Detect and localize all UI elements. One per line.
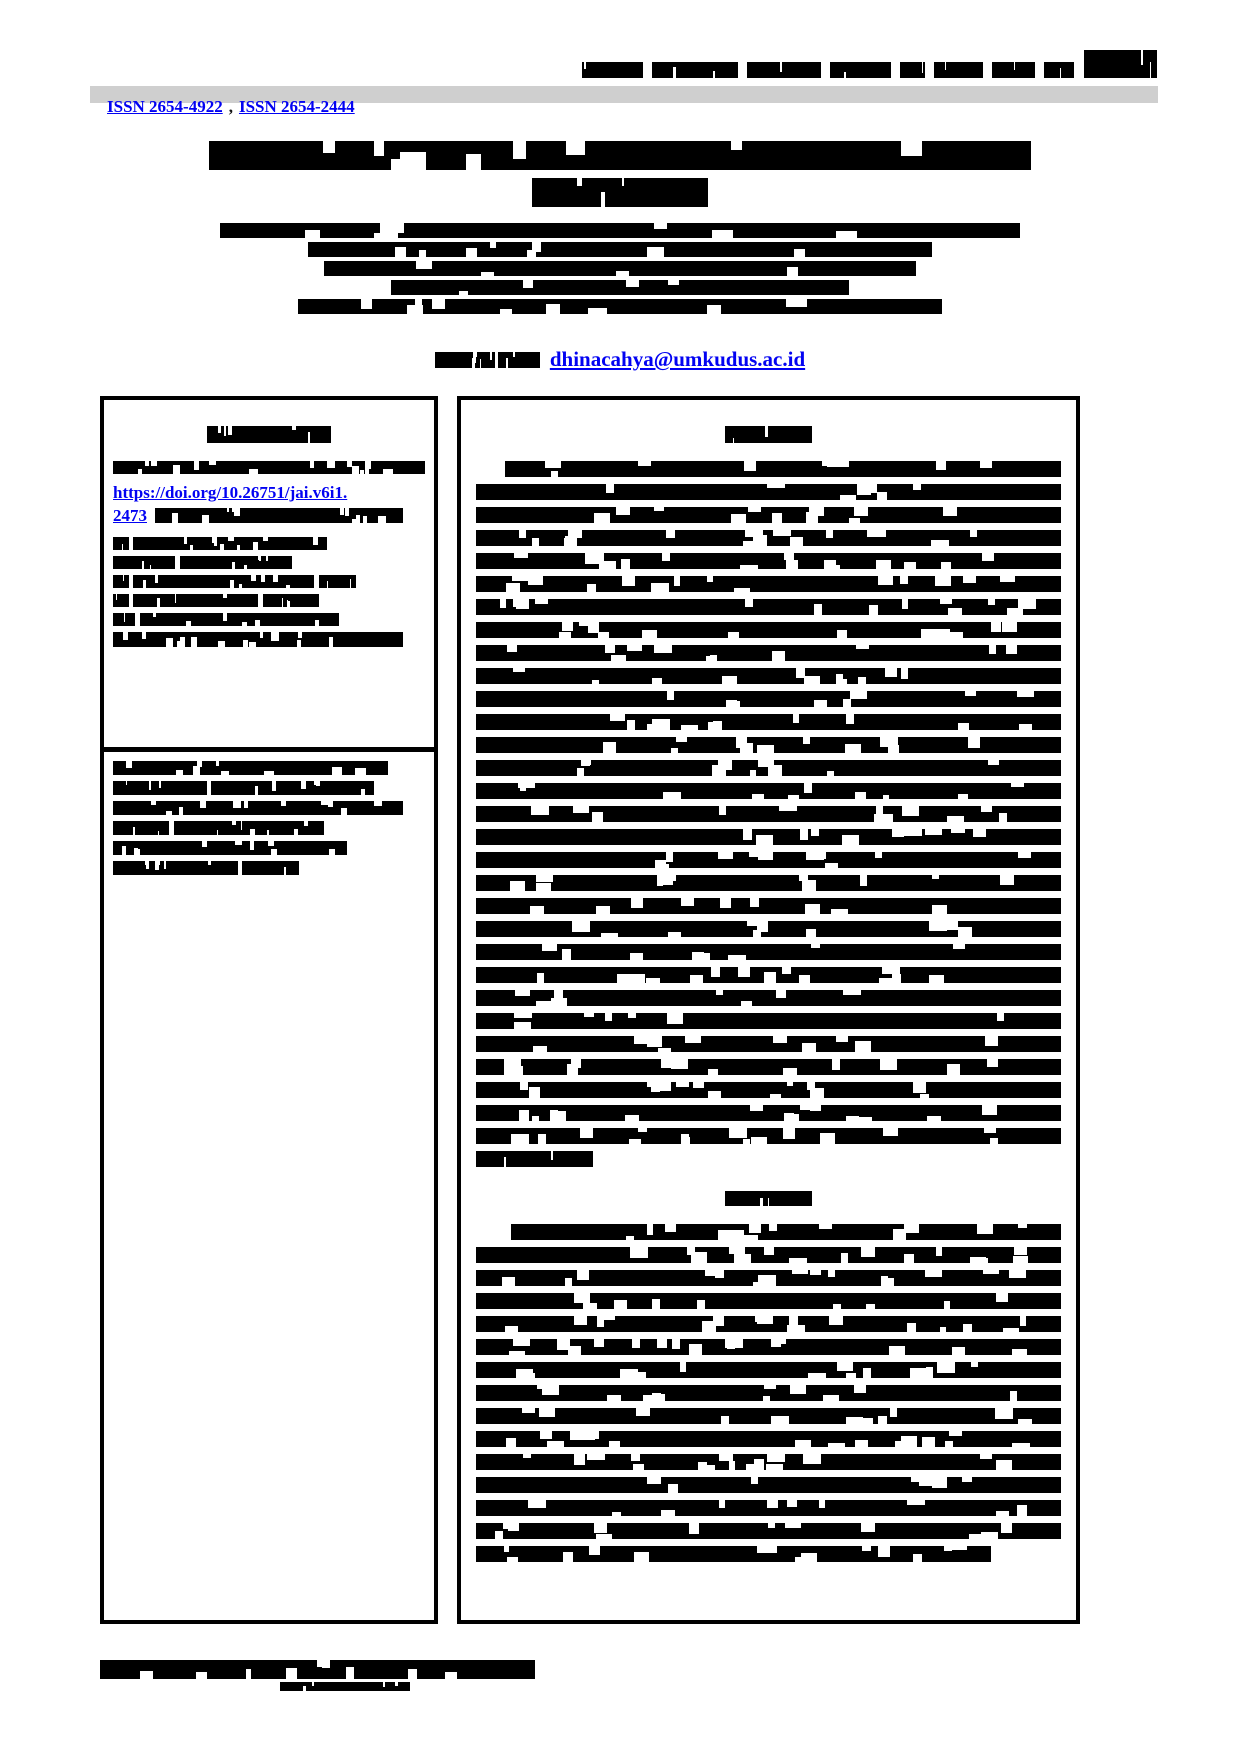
issn-separator: , xyxy=(228,97,233,116)
redacted-text xyxy=(476,829,1061,845)
redacted-text xyxy=(140,613,340,626)
redacted-text xyxy=(1084,50,1157,78)
redacted-text-line xyxy=(100,178,1140,207)
redacted-text-line xyxy=(100,261,1140,276)
redacted-text-line xyxy=(476,1247,1061,1263)
redacted-text xyxy=(113,821,169,835)
redacted-text-line xyxy=(113,781,425,795)
redacted-text xyxy=(113,575,129,588)
redacted-text-line xyxy=(100,280,1140,295)
redacted-text-line xyxy=(113,537,425,550)
redacted-text xyxy=(209,141,1031,170)
email-link[interactable]: dhinacahya@umkudus.ac.id xyxy=(549,347,806,371)
redacted-text-line xyxy=(476,576,1061,592)
redacted-text xyxy=(435,352,540,368)
redacted-text xyxy=(582,62,643,78)
redacted-text xyxy=(476,967,1061,983)
redacted-text-line xyxy=(476,1151,1061,1167)
redacted-text xyxy=(308,242,932,257)
redacted-text-line xyxy=(476,1431,1061,1447)
redacted-text xyxy=(242,861,298,875)
redacted-text xyxy=(476,760,1061,776)
redacted-text-line xyxy=(476,760,1061,776)
redacted-text-line xyxy=(476,1105,1061,1121)
redacted-text-line xyxy=(113,613,425,626)
doi-link-line2[interactable]: 2473 xyxy=(113,506,147,525)
article-info-column xyxy=(100,396,438,1624)
redacted-text-line xyxy=(100,223,1140,238)
redacted-text xyxy=(476,921,1061,937)
redacted-text xyxy=(476,1477,1061,1493)
redacted-text-line xyxy=(100,141,1140,170)
article-info-heading xyxy=(113,426,425,443)
redacted-text xyxy=(476,1339,1061,1355)
redacted-text xyxy=(476,1431,1061,1447)
redacted-text xyxy=(476,1013,1061,1029)
redacted-text xyxy=(476,530,1061,546)
redacted-text xyxy=(476,1408,1061,1424)
redacted-text-line xyxy=(113,461,425,474)
redacted-text xyxy=(476,1316,1061,1332)
redacted-text-line xyxy=(476,990,1061,1006)
redacted-text xyxy=(652,62,738,78)
redacted-text-line xyxy=(476,852,1061,868)
redacted-text-line xyxy=(476,1339,1061,1355)
redacted-text xyxy=(113,461,425,474)
redacted-text xyxy=(476,714,1061,730)
redacted-text-line xyxy=(476,921,1061,937)
redacted-text xyxy=(992,62,1035,78)
redacted-text xyxy=(532,178,709,207)
redacted-text xyxy=(113,861,238,875)
redacted-text xyxy=(725,1191,813,1206)
keywords-cell xyxy=(104,752,434,1620)
redacted-text-line xyxy=(476,1523,1061,1539)
redacted-text-line xyxy=(113,761,425,775)
redacted-text-line xyxy=(476,1546,1061,1562)
abstract-paragraph xyxy=(476,1224,1061,1562)
redacted-text-line xyxy=(476,1477,1061,1493)
abstract-column xyxy=(457,396,1080,1624)
redacted-text-line xyxy=(476,1036,1061,1052)
redacted-text xyxy=(476,1036,1061,1052)
redacted-text xyxy=(476,645,1061,661)
issn-row xyxy=(107,96,355,118)
redacted-text xyxy=(298,299,943,314)
redacted-text-line xyxy=(476,668,1061,684)
redacted-text xyxy=(155,508,403,523)
redacted-text xyxy=(391,280,849,295)
article-title xyxy=(100,141,1140,215)
article-info-cell xyxy=(104,400,434,752)
redacted-text xyxy=(476,1385,1061,1401)
redacted-text-line xyxy=(476,1454,1061,1470)
redacted-text xyxy=(476,1128,1061,1144)
abstrak-paragraph xyxy=(476,461,1061,1167)
redacted-text-line xyxy=(476,1362,1061,1378)
redacted-text-line xyxy=(113,575,425,588)
redacted-text xyxy=(113,556,175,569)
redacted-text-line xyxy=(476,1082,1061,1098)
redacted-text xyxy=(211,781,373,795)
redacted-text xyxy=(476,668,1061,684)
redacted-text xyxy=(476,1247,1061,1263)
redacted-text xyxy=(830,62,891,78)
redacted-text xyxy=(476,1293,1061,1309)
redacted-text-line xyxy=(476,967,1061,983)
redacted-text xyxy=(476,1082,1061,1098)
redacted-text xyxy=(100,1660,535,1679)
doi-trailing-text xyxy=(155,508,425,523)
redacted-text xyxy=(476,1105,1061,1121)
issn-link-1[interactable]: ISSN 2654-4922 xyxy=(107,97,223,116)
abstract-heading xyxy=(476,1191,1061,1206)
doi-line2-row xyxy=(113,504,425,527)
redacted-text xyxy=(476,1500,1061,1516)
redacted-text xyxy=(934,62,983,78)
redacted-text-line xyxy=(476,1293,1061,1309)
redacted-text-line xyxy=(113,861,425,875)
redacted-text xyxy=(747,62,820,78)
email-label xyxy=(435,352,540,368)
redacted-text-line xyxy=(476,645,1061,661)
redacted-text-line xyxy=(476,829,1061,845)
redacted-text xyxy=(476,553,1061,569)
redacted-text xyxy=(476,599,1061,615)
redacted-text xyxy=(476,783,1061,799)
redacted-text-line xyxy=(545,62,1157,78)
redacted-text-line xyxy=(100,1682,600,1691)
redacted-text xyxy=(113,613,135,626)
redacted-text-line xyxy=(476,1385,1061,1401)
redacted-text-line xyxy=(100,1660,600,1679)
redacted-text xyxy=(133,575,314,588)
redacted-text xyxy=(1044,62,1075,78)
redacted-text xyxy=(113,761,388,775)
redacted-text xyxy=(476,1059,1061,1075)
redacted-text xyxy=(476,507,1061,523)
authors-and-affiliations xyxy=(100,223,1140,318)
redacted-text xyxy=(476,1151,593,1167)
redacted-text xyxy=(511,1224,1061,1240)
redacted-text-line xyxy=(476,1500,1061,1516)
redacted-text-line xyxy=(476,507,1061,523)
redacted-text xyxy=(476,691,1061,707)
redacted-text-line xyxy=(476,622,1061,638)
redacted-text xyxy=(476,944,1061,960)
redacted-text xyxy=(113,781,207,795)
redacted-text-line xyxy=(113,594,425,607)
redacted-text xyxy=(476,875,1061,891)
redacted-text xyxy=(476,484,1061,500)
doi-link[interactable]: https://doi.org/10.26751/jai.v6i1. xyxy=(113,483,348,502)
redacted-text xyxy=(476,1270,1061,1286)
redacted-text xyxy=(133,537,326,550)
redacted-text-line xyxy=(476,714,1061,730)
redacted-text xyxy=(476,622,1061,638)
redacted-text-line xyxy=(155,508,425,523)
redacted-text-line xyxy=(476,1408,1061,1424)
email-row xyxy=(100,346,1140,372)
redacted-text-line xyxy=(476,1316,1061,1332)
redacted-text-line xyxy=(476,898,1061,914)
redacted-text xyxy=(476,737,1061,753)
redacted-text xyxy=(725,426,813,443)
redacted-text xyxy=(113,537,129,550)
redacted-text-line xyxy=(113,841,425,855)
redacted-text xyxy=(207,426,332,443)
doi-label-line xyxy=(113,461,425,474)
redacted-text-line xyxy=(476,530,1061,546)
redacted-text-line xyxy=(476,1191,1061,1206)
redacted-text xyxy=(324,261,917,276)
redacted-text xyxy=(505,461,1061,477)
article-history-lines xyxy=(113,537,425,647)
redacted-text xyxy=(113,632,403,647)
abstrak-heading xyxy=(476,426,1061,443)
footer-note xyxy=(100,1660,600,1704)
redacted-text xyxy=(113,594,129,607)
redacted-text-line xyxy=(476,1013,1061,1029)
redacted-text-line xyxy=(476,806,1061,822)
redacted-text-line xyxy=(476,1270,1061,1286)
redacted-text xyxy=(319,575,356,588)
redacted-text-line xyxy=(113,821,425,835)
redacted-text-line xyxy=(100,299,1140,314)
redacted-text-line xyxy=(476,1128,1061,1144)
keywords-lines xyxy=(113,761,425,875)
redacted-text-line xyxy=(100,242,1140,257)
redacted-text xyxy=(476,1546,991,1562)
redacted-text xyxy=(476,806,1061,822)
redacted-text-line xyxy=(476,1224,1061,1240)
redacted-text-line xyxy=(476,553,1061,569)
redacted-text xyxy=(476,1362,1061,1378)
redacted-text xyxy=(476,898,1061,914)
redacted-text xyxy=(900,62,924,78)
redacted-text-line xyxy=(476,875,1061,891)
redacted-text xyxy=(113,801,403,815)
redacted-text-line xyxy=(476,944,1061,960)
redacted-text-line xyxy=(113,556,425,569)
redacted-text-line xyxy=(476,599,1061,615)
redacted-text xyxy=(476,852,1061,868)
redacted-text xyxy=(476,990,1061,1006)
issn-link-2[interactable]: ISSN 2654-2444 xyxy=(238,97,355,116)
journal-header-line xyxy=(545,62,1157,96)
redacted-text-line xyxy=(476,691,1061,707)
redacted-text-line xyxy=(476,737,1061,753)
redacted-text-line xyxy=(476,461,1061,477)
redacted-text xyxy=(280,1682,410,1691)
redacted-text xyxy=(174,821,324,835)
redacted-text xyxy=(133,594,258,607)
redacted-text xyxy=(113,841,347,855)
redacted-text-line xyxy=(476,484,1061,500)
redacted-text-line xyxy=(476,783,1061,799)
redacted-text xyxy=(220,223,1021,238)
redacted-text-line xyxy=(113,632,425,647)
redacted-text xyxy=(263,594,319,607)
redacted-text xyxy=(476,1454,1061,1470)
redacted-text-line xyxy=(476,1059,1061,1075)
redacted-text-line xyxy=(113,801,425,815)
redacted-text-line xyxy=(113,426,425,443)
redacted-text-line xyxy=(476,426,1061,443)
redacted-text xyxy=(476,576,1061,592)
redacted-text xyxy=(180,556,292,569)
redacted-text xyxy=(476,1523,1061,1539)
redacted-text-line xyxy=(435,352,540,368)
